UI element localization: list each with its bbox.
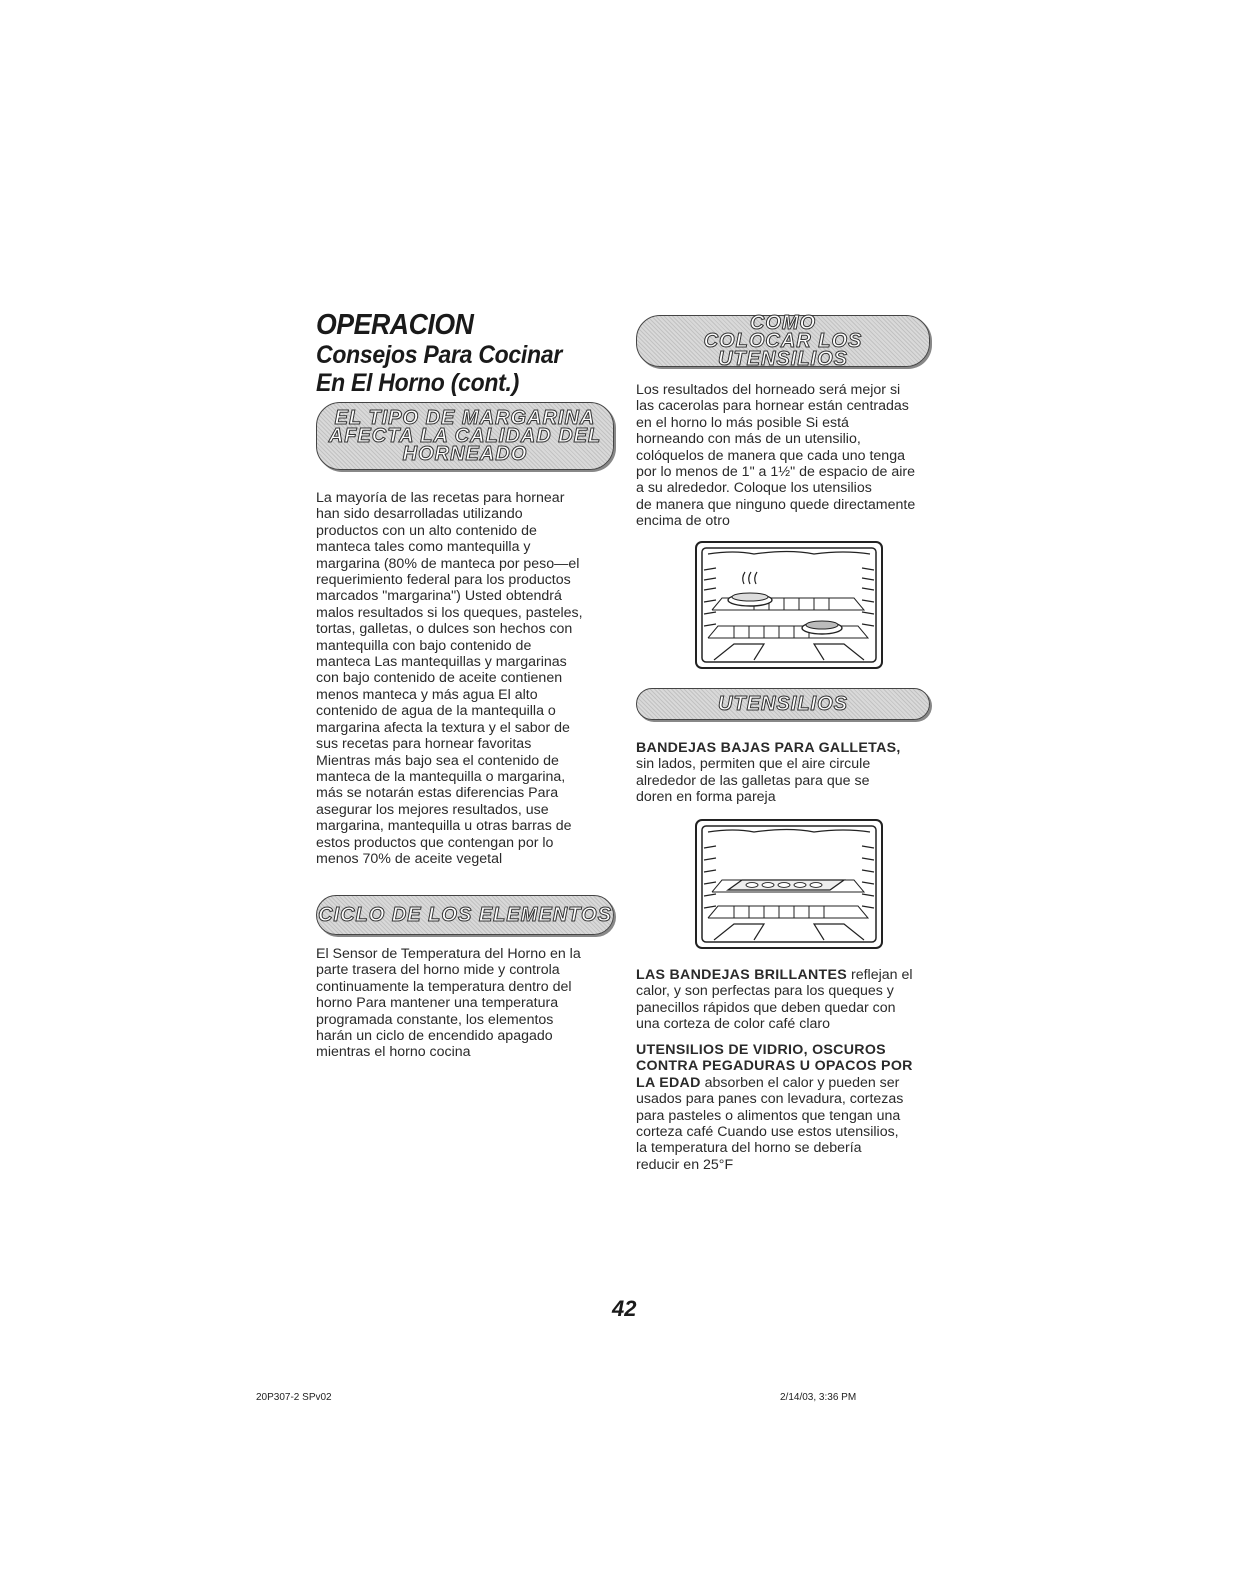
- text-line: estos productos que contengan por lo: [316, 834, 554, 851]
- text-line: margarina afecta la textura y el sabor de: [316, 719, 570, 736]
- ciclo-text: [316, 946, 616, 1061]
- text-line: de manera que ninguno quede directamente: [636, 496, 916, 513]
- text-line: La mayoría de las recetas para hornear: [316, 490, 565, 506]
- oven-cookie-sheet-illustration: [694, 818, 884, 950]
- colocar-banner-line-2: COLOCAR LOS UTENSILIOS: [703, 330, 863, 370]
- text-line: corteza café Cuando use estos utensilios,: [636, 1124, 899, 1141]
- text-line: asegurar los mejores resultados, use: [316, 801, 549, 818]
- text-line: programada constante, los elementos: [316, 1011, 554, 1028]
- text-line: sin lados, permiten que el aire circule: [636, 756, 871, 773]
- vidrio-heading-line-2: CONTRA PEGADURAS U OPACOS POR: [636, 1058, 913, 1075]
- text-line: margarina, mantequilla u otras barras de: [316, 818, 572, 835]
- text-line: a su alrededor. Coloque los utensilios: [636, 480, 872, 497]
- brillantes-text: [636, 967, 936, 1033]
- text-line: panecillos rápidos que deben quedar con: [636, 999, 896, 1016]
- text-line: parte trasera del horno mide y controla: [316, 962, 560, 979]
- subtitle-line-2: En El Horno (cont.): [316, 369, 520, 397]
- text-line: tortas, galletas, o dulces son hechos con: [316, 621, 573, 638]
- text-line: usados para panes con levadura, cortezas: [636, 1091, 904, 1108]
- text-line: en el horno lo más posible Si está: [636, 414, 849, 431]
- text-fragment: reflejan el: [847, 967, 913, 983]
- text-line: encima de otro: [636, 513, 730, 530]
- text-line: con bajo contenido de aceite contienen: [316, 670, 563, 687]
- vidrio-heading-line-1: UTENSILIOS DE VIDRIO, OSCUROS: [636, 1042, 886, 1058]
- text-line: alrededor de las galletas para que se: [636, 772, 870, 789]
- text-line: sus recetas para hornear favoritas: [316, 736, 532, 753]
- margarina-banner: [316, 402, 614, 470]
- utensilios-banner-text: UTENSILIOS: [717, 693, 848, 715]
- text-line: mientras el horno cocina: [316, 1044, 471, 1061]
- text-line: horneando con más de un utensilio,: [636, 431, 861, 448]
- footer-timestamp: 2/14/03, 3:36 PM: [780, 1392, 857, 1403]
- text-line: menos 70% de aceite vegetal: [316, 850, 503, 867]
- text-line: margarina (80% de manteca por peso—el: [316, 555, 580, 572]
- margarina-text: [316, 490, 616, 867]
- brillantes-heading: LAS BANDEJAS BRILLANTES: [636, 967, 848, 983]
- ciclo-banner-text: CICLO DE LOS ELEMENTOS: [318, 904, 612, 926]
- text-line: productos con un alto contenido de: [316, 522, 537, 539]
- text-line: por lo menos de 1" a 1½" de espacio de aire: [636, 464, 916, 481]
- page-subtitle: [316, 341, 562, 397]
- text-line: continuamente la temperatura dentro del: [316, 978, 572, 995]
- text-line: más se notarán estas diferencias Para: [316, 785, 559, 802]
- text-line: una corteza de color café claro: [636, 1016, 831, 1033]
- oven-pans-illustration: [694, 540, 884, 670]
- text-line: colóquelos de manera que cada uno tenga: [636, 447, 905, 464]
- section-title: OPERACION: [316, 309, 474, 341]
- text-line: las cacerolas para hornear están centradas: [636, 398, 909, 415]
- text-line: mantequilla con bajo contenido de: [316, 637, 532, 654]
- utensilios-banner: [636, 688, 930, 720]
- text-line: doren en forma pareja: [636, 789, 776, 806]
- text-line: marcados "margarina") Usted obtendrá: [316, 588, 562, 605]
- vidrio-text: [636, 1042, 936, 1173]
- text-line: Mientras más bajo sea el contenido de: [316, 752, 559, 769]
- bandejas-text: [636, 740, 936, 806]
- vidrio-first-line: [636, 1075, 936, 1091]
- colocar-banner: [636, 312, 930, 370]
- text-line: Los resultados del horneado será mejor si: [636, 382, 901, 398]
- text-line: El Sensor de Temperatura del Horno en la: [316, 946, 581, 962]
- text-line: manteca Las mantequillas y margarinas: [316, 654, 567, 671]
- text-line: harán un ciclo de encendido apagado: [316, 1028, 553, 1045]
- text-line: malos resultados si los queques, pasteles,: [316, 604, 583, 621]
- ciclo-banner: [316, 895, 614, 935]
- text-line: para pasteles o alimentos que tengan una: [636, 1107, 901, 1124]
- text-line: calor, y son perfectas para los queques y: [636, 983, 894, 1000]
- text-fragment: absorben el calor y pueden ser: [700, 1074, 900, 1091]
- subtitle-line-1: Consejos Para Cocinar: [316, 341, 563, 369]
- vidrio-heading-line-3: LA EDAD: [636, 1074, 701, 1091]
- margarina-banner-line-2: AFECTA LA CALIDAD DEL: [328, 425, 602, 447]
- footer-doc-code: 20P307-2 SPv02: [256, 1392, 332, 1403]
- brillantes-first-line: [636, 967, 936, 983]
- text-line: reducir en 25°F: [636, 1156, 734, 1173]
- text-line: manteca tales como mantequilla y: [316, 539, 531, 556]
- colocar-banner-line-1: COMO: [749, 312, 817, 334]
- text-line: horno Para mantener una temperatura: [316, 995, 559, 1012]
- colocar-text: [636, 382, 936, 530]
- text-line: contenido de agua de la mantequilla o: [316, 703, 556, 720]
- bandejas-heading: BANDEJAS BAJAS PARA GALLETAS,: [636, 740, 901, 756]
- margarina-banner-line-1: EL TIPO DE MARGARINA: [334, 407, 596, 429]
- text-line: han sido desarrolladas utilizando: [316, 506, 523, 523]
- text-line: manteca de la mantequilla o margarina,: [316, 768, 566, 785]
- text-line: requerimiento federal para los productos: [316, 572, 571, 589]
- text-line: la temperatura del horno se debería: [636, 1140, 862, 1157]
- margarina-banner-line-3: HORNEADO: [402, 443, 528, 465]
- text-line: menos manteca y más agua El alto: [316, 686, 538, 703]
- page-number: 42: [612, 1296, 637, 1321]
